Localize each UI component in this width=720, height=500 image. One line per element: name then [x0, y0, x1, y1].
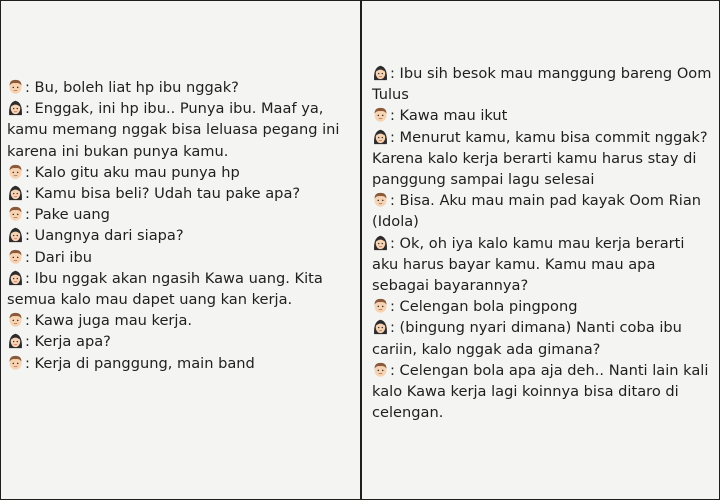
- chat-line: [7, 77, 354, 98]
- chat-text: : Bu, boleh liat hp ibu nggak?: [25, 79, 239, 96]
- chat-line: [7, 268, 354, 310]
- chat-line: [372, 190, 713, 232]
- chat-line: [7, 225, 354, 246]
- chat-line: [372, 233, 713, 297]
- chat-text: : Pake uang: [25, 206, 110, 224]
- woman-emoji-icon: [372, 318, 389, 335]
- chat-line: [372, 360, 713, 424]
- chat-text: : Ibu nggak akan ngasih Kawa uang. Kita semua kalo mau dapet uang kan kerja.: [7, 269, 323, 309]
- boy-emoji-icon: [372, 191, 389, 208]
- boy-emoji-icon: [372, 297, 389, 314]
- boy-emoji-icon: [7, 311, 24, 328]
- woman-emoji-icon: [7, 99, 24, 116]
- chat-line: [372, 63, 713, 105]
- woman-emoji-icon: [7, 332, 24, 349]
- chat-text: : Ok, oh iya kalo kamu mau kerja berarti aku harus bayar kamu. Kamu mau apa sebagai bayarannya?: [372, 234, 685, 295]
- right-note-panel: [361, 0, 720, 500]
- chat-line: [7, 183, 354, 204]
- boy-emoji-icon: [372, 106, 389, 123]
- chat-line: [7, 204, 354, 225]
- woman-emoji-icon: [7, 269, 24, 286]
- chat-text: : Kamu bisa beli? Udah tau pake apa?: [25, 185, 301, 203]
- chat-text: : Enggak, ini hp ibu.. Punya ibu. Maaf ya, kamu memang nggak bisa leluasa pegang ini karena ini bukan punya kamu.: [7, 100, 340, 160]
- chat-line: [7, 310, 354, 331]
- boy-emoji-icon: [372, 361, 389, 378]
- woman-emoji-icon: [372, 234, 389, 251]
- chat-line: [7, 331, 354, 352]
- boy-emoji-icon: [7, 205, 24, 222]
- boy-emoji-icon: [7, 163, 24, 180]
- chat-text: : Dari ibu: [25, 248, 92, 266]
- chat-text: : Ibu sih besok mau manggung bareng Oom Tulus: [372, 65, 712, 104]
- chat-text: : Kawa mau ikut: [390, 107, 508, 125]
- chat-text: : Bisa. Aku mau main pad kayak Oom Rian (Idola): [372, 192, 702, 231]
- woman-emoji-icon: [372, 128, 389, 145]
- chat-text: : Kerja apa?: [25, 333, 111, 351]
- boy-emoji-icon: [7, 78, 24, 95]
- chat-text: : Kerja di panggung, main band: [25, 354, 255, 372]
- chat-text: : Uangnya dari siapa?: [25, 227, 184, 245]
- chat-line: [7, 162, 354, 183]
- boy-emoji-icon: [7, 248, 24, 265]
- woman-emoji-icon: [372, 64, 389, 81]
- woman-emoji-icon: [7, 226, 24, 243]
- chat-line: [7, 247, 354, 268]
- chat-line: [372, 105, 713, 126]
- chat-text: : Kalo gitu aku mau punya hp: [25, 163, 240, 181]
- woman-emoji-icon: [7, 184, 24, 201]
- chat-text: : (bingung nyari dimana) Nanti coba ibu cariin, kalo nggak ada gimana?: [372, 319, 682, 358]
- boy-emoji-icon: [7, 354, 24, 371]
- chat-text: : Celengan bola apa aja deh.. Nanti lain kali kalo Kawa kerja lagi koinnya bisa ditaro di celengan.: [372, 361, 709, 422]
- chat-text: : Kawa juga mau kerja.: [25, 312, 193, 330]
- chat-text: : Menurut kamu, kamu bisa commit nggak? Karena kalo kerja berarti kamu harus stay di panggung sampai lagu selesai: [372, 128, 708, 189]
- chat-line: [372, 296, 713, 317]
- chat-line: [7, 353, 354, 374]
- chat-line: [7, 98, 354, 162]
- chat-line: [372, 127, 713, 191]
- chat-text: : Celengan bola pingpong: [390, 298, 578, 316]
- chat-line: [372, 317, 713, 359]
